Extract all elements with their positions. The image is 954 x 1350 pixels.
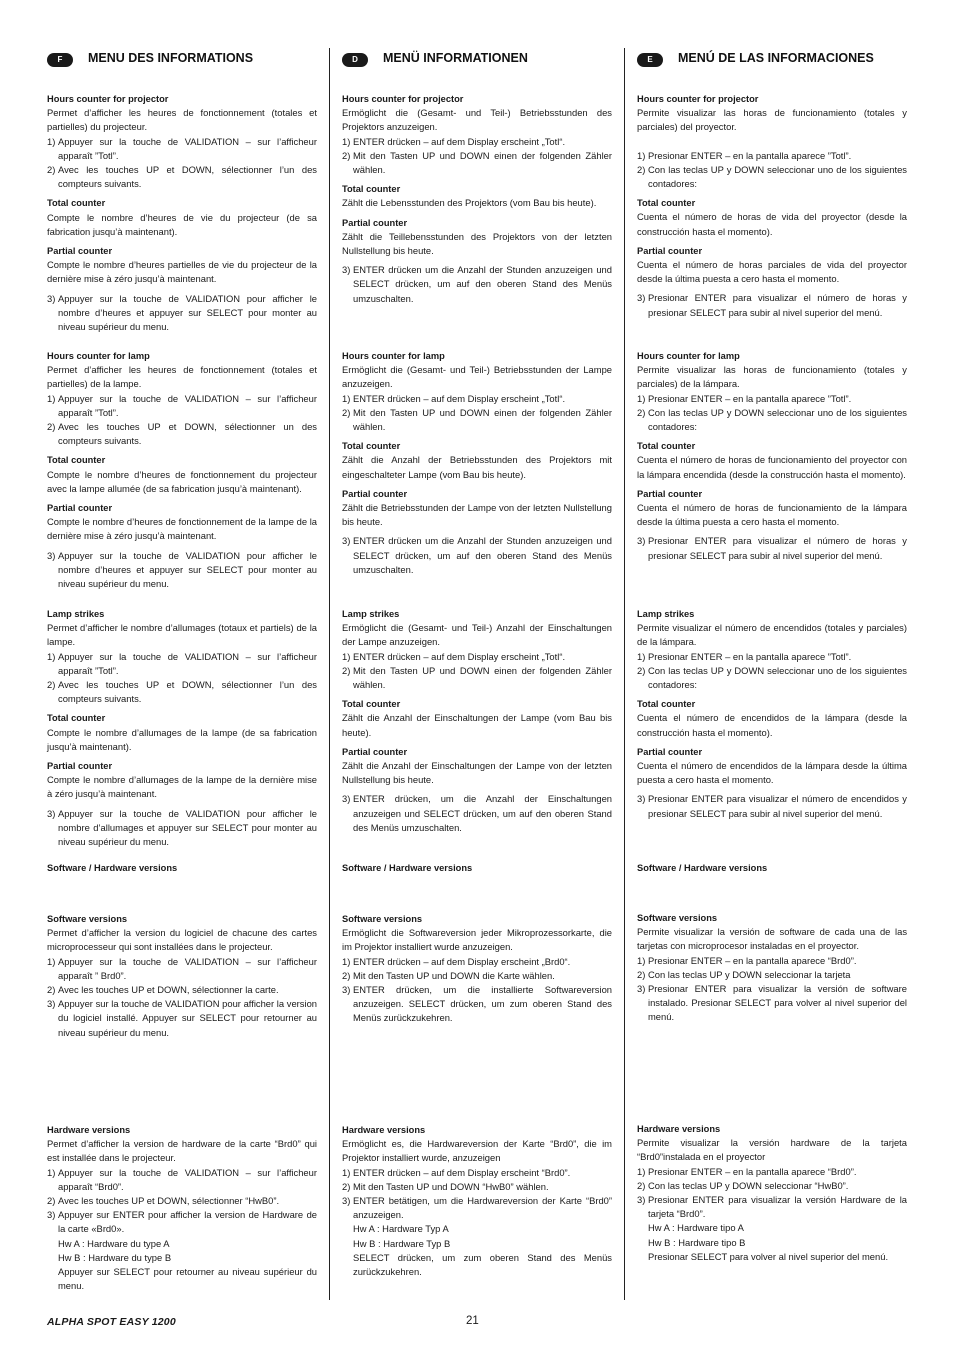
section-hours-lamp	[47, 349, 317, 591]
section-hours-lamp	[637, 349, 907, 563]
section-title: Lamp strikes	[342, 609, 400, 619]
step-text: Presionar ENTER para visualizar la versión de software instalado. Presionar SELECT para volver al nivel superior del menú.	[648, 983, 907, 1023]
partial-counter-text: Zählt die Anzahl der Einschaltungen der Lampe von der letzten Nullstellung bis heute.	[342, 760, 612, 786]
step-number: 1)	[47, 392, 56, 404]
step-text: Mit den Tasten UP und DOWN einen der folgenden Zähler wählen.	[353, 664, 612, 691]
step-text: ENTER drücken – auf dem Display erscheint „Brd0“.	[353, 955, 571, 967]
step-text: Appuyer sur la touche de VALIDATION pour afficher le nombre d’allumages et appuyer sur SELECT pour monter au niveau supérieur du menu.	[58, 807, 317, 848]
step-1	[342, 955, 612, 969]
section-intro: Ermöglicht die (Gesamt- und Teil-) Anzahl der Einschaltungen der Lampe anzuzeigen.	[342, 622, 612, 648]
section-hardware	[342, 1123, 612, 1279]
step-3	[342, 263, 612, 306]
hardware-type-a: Hw A : Hardware du type A	[58, 1237, 170, 1249]
section-title: Hours counter for projector	[637, 94, 759, 104]
step-number: 2)	[47, 1195, 56, 1207]
step-text: ENTER drücken – auf dem Display erscheint “Brd0”.	[353, 1166, 571, 1178]
section-intro: Permite visualizar la versión hardware de la tarjeta “Brd0”instalada en el proyector	[637, 1137, 907, 1163]
step-number: 2)	[637, 163, 646, 175]
step-number: 2)	[47, 679, 56, 691]
section-software	[342, 912, 612, 1026]
step-2	[342, 406, 612, 434]
column-divider-2	[624, 48, 625, 1300]
step-2	[47, 420, 317, 448]
section-intro: Ermöglicht es, die Hardwareversion der Karte “Brd0”, die im Projektor installiert wurde, anzuzeigen	[342, 1138, 612, 1164]
step-number: 3)	[342, 793, 351, 805]
partial-counter-text: Cuenta el número de horas de funcionamiento de la lámpara desde la última puesta a cero hasta el momento.	[637, 502, 907, 528]
total-counter-text: Compte le nombre d’heures de fonctionnement du projecteur avec la lampe allumée (de sa fabrication jusqu’à maintenant).	[47, 468, 317, 494]
step-1	[342, 650, 612, 664]
step-3	[342, 1194, 612, 1222]
step-number: 2)	[342, 406, 351, 418]
step-number: 3)	[637, 793, 646, 805]
section-title: Hours counter for projector	[47, 94, 169, 104]
section-intro: Permite visualizar las horas de funcionamiento (totales y parciales) de la lámpara.	[637, 364, 907, 390]
step-number: 1)	[637, 650, 646, 662]
step-number: 2)	[47, 984, 56, 996]
step-number: 2)	[342, 969, 351, 981]
section-intro: Permet d’afficher le nombre d’allumages (totaux et partiels) de la lampe.	[47, 622, 317, 648]
total-counter-title: Total counter	[342, 441, 401, 452]
hardware-type-a: Hw A : Hardware Typ A	[353, 1223, 449, 1235]
step-number: 1)	[637, 954, 646, 966]
step-text: Mit den Tasten UP und DOWN die Karte wählen.	[353, 969, 555, 981]
step-3	[637, 792, 907, 820]
step-2	[342, 969, 612, 983]
step-1	[47, 392, 317, 420]
step-1	[342, 135, 612, 149]
step-text: Presionar ENTER para visualizar el número de horas y presionar SELECT para subir al nivel superior del menú.	[648, 292, 907, 318]
section-title: Software versions	[47, 914, 128, 924]
step-number: 1)	[342, 1166, 351, 1178]
partial-counter-title: Partial counter	[47, 503, 113, 514]
partial-counter-text: Cuenta el número de encendidos de la lámpara desde la última puesta a cero hasta el momento.	[637, 760, 907, 786]
step-number: 3)	[637, 292, 646, 304]
sw-hw-title: Software / Hardware versions	[637, 863, 768, 873]
step-text: Appuyer sur la touche de VALIDATION – sur l’afficheur apparaît ”Totl”.	[58, 650, 317, 676]
partial-counter-title: Partial counter	[342, 217, 408, 228]
step-3	[47, 549, 317, 592]
step-number: 1)	[47, 135, 56, 147]
step-number: 2)	[637, 664, 646, 676]
step-number: 3)	[342, 264, 351, 276]
step-text: Con las teclas UP y DOWN seleccionar la tarjeta	[648, 968, 851, 980]
step-text: Avec les touches UP et DOWN, sélectionner un des compteurs suivants.	[58, 421, 317, 447]
step-2	[47, 983, 317, 997]
section-intro: Permet d’afficher les heures de fonctionnement (totales et partielles) de la lampe.	[47, 364, 317, 390]
step-text: Presionar ENTER – en la pantalla aparece “Brd0”.	[648, 954, 857, 966]
section-title: Software versions	[342, 914, 423, 924]
step-text: ENTER betätigen, um die Hardwareversion der Karte “Brd0” anzuzeigen.	[353, 1195, 612, 1221]
step-number: 3)	[342, 984, 351, 996]
step-number: 3)	[342, 1195, 351, 1207]
language-badge: E	[637, 53, 663, 67]
hardware-type-b: Hw B : Hardware Typ B	[353, 1237, 451, 1249]
page-number: 21	[466, 1315, 479, 1327]
partial-counter-title: Partial counter	[637, 746, 703, 757]
step-number: 1)	[342, 955, 351, 967]
step-text: Presionar ENTER – en la pantalla aparece ”Totl”.	[648, 650, 852, 662]
section-intro: Permet d’afficher les heures de fonctionnement (totales et partielles) du projecteur.	[47, 107, 317, 133]
step-text: Presionar ENTER para visualizar el número de horas y presionar SELECT para subir al nivel superior del menú.	[648, 535, 907, 561]
step-2	[637, 406, 907, 434]
total-counter-title: Total counter	[47, 198, 106, 209]
partial-counter-title: Partial counter	[342, 488, 408, 499]
column-header	[342, 50, 612, 70]
total-counter-title: Total counter	[637, 699, 696, 710]
column-german	[342, 50, 612, 1278]
step-text: Appuyer sur la touche de VALIDATION – sur l’afficheur apparaît ”Totl”.	[58, 135, 317, 161]
step-number: 2)	[637, 406, 646, 418]
section-hours-projector	[342, 92, 612, 306]
step-number: 1)	[47, 650, 56, 662]
step-number: 3)	[47, 549, 56, 561]
step-1	[637, 1165, 907, 1179]
partial-counter-title: Partial counter	[47, 246, 113, 257]
step-text: ENTER drücken – auf dem Display erscheint „Totl“.	[353, 392, 566, 404]
hardware-type-b: Hw B : Hardware tipo B	[648, 1236, 746, 1248]
step-number: 1)	[342, 392, 351, 404]
step-text: Presionar ENTER – en la pantalla aparece “Brd0”.	[648, 1165, 857, 1177]
section-lamp-strikes	[47, 607, 317, 849]
step-number: 3)	[342, 535, 351, 547]
step-number: 3)	[47, 998, 56, 1010]
step-number: 1)	[342, 135, 351, 147]
step-3	[637, 291, 907, 319]
step-3	[637, 1193, 907, 1221]
step-text: Mit den Tasten UP und DOWN einen der folgenden Zähler wählen.	[353, 149, 612, 176]
column-divider-1	[329, 48, 330, 1300]
step-text: Presionar ENTER para visualizar el número de encendidos y presionar SELECT para subir al nivel superior del menú.	[648, 793, 907, 819]
section-hardware	[637, 1122, 907, 1264]
section-intro: Permet d’afficher la version du logiciel de chacune des cartes microprocesseur qui sont installées dans le projecteur.	[47, 927, 317, 953]
step-3	[47, 292, 317, 335]
step-2	[637, 968, 907, 982]
step-text: Presionar ENTER para visualizar la versión Hardware de la tarjeta “Brd0”.	[648, 1194, 907, 1220]
step-text: ENTER drücken um die Anzahl der Stunden anzuzeigen und SELECT drücken, um auf den oberen Stand des Menüs umzuschalten.	[353, 264, 612, 304]
partial-counter-text: Zählt die Betriebsstunden der Lampe von der letzten Nullstellung bis heute.	[342, 502, 612, 528]
section-title: Hardware versions	[342, 1125, 426, 1135]
section-sw-hw	[47, 861, 317, 875]
section-software	[637, 911, 907, 1025]
section-sw-hw	[637, 861, 907, 875]
step-number: 3)	[637, 535, 646, 547]
total-counter-title: Total counter	[637, 441, 696, 452]
section-outro: Presionar SELECT para volver al nivel superior del menú.	[648, 1250, 889, 1262]
section-sw-hw	[342, 861, 612, 875]
step-text: Presionar ENTER – en la pantalla aparece ”Totl”.	[648, 149, 852, 161]
step-number: 1)	[47, 1166, 56, 1178]
step-text: ENTER drücken, um die Anzahl der Einschaltungen anzuzeigen und SELECT drücken, um auf den oberen Stand des Menüs umzuschalten.	[353, 793, 612, 833]
partial-counter-title: Partial counter	[637, 488, 703, 499]
partial-counter-text: Cuenta el número de horas parciales de vida del proyector desde la última puesta a cero hasta el momento.	[637, 259, 907, 285]
section-hours-lamp	[342, 349, 612, 577]
section-hours-projector	[47, 92, 317, 334]
column-title: MENÚ DE LAS INFORMACIONES	[678, 51, 874, 65]
step-number: 2)	[342, 1180, 351, 1192]
step-1	[47, 135, 317, 163]
column-header	[47, 50, 317, 70]
step-text: Con las teclas UP y DOWN seleccionar uno de los siguientes contadores:	[648, 406, 907, 433]
section-lamp-strikes	[342, 607, 612, 835]
total-counter-title: Total counter	[47, 713, 106, 724]
step-number: 2)	[342, 149, 351, 161]
step-number: 2)	[637, 968, 646, 980]
total-counter-text: Compte le nombre d’heures de vie du projecteur (de sa fabrication jusqu’à maintenant).	[47, 211, 317, 237]
section-title: Hours counter for lamp	[637, 351, 740, 361]
step-text: Appuyer sur la touche de VALIDATION pour afficher la version du logiciel installé. Appuyer sur SELECT pour retourner au niveau supérieur du menu.	[58, 998, 317, 1038]
section-hours-projector	[637, 92, 907, 320]
step-number: 3)	[47, 292, 56, 304]
section-software	[47, 912, 317, 1040]
section-title: Hours counter for lamp	[342, 351, 445, 361]
hardware-type-b: Hw B : Hardware du type B	[58, 1251, 172, 1263]
step-3	[637, 534, 907, 562]
step-text: ENTER drücken – auf dem Display erscheint „Totl“.	[353, 135, 566, 147]
step-text: Appuyer sur la touche de VALIDATION – sur l’afficheur apparaît ”Totl”.	[58, 392, 317, 418]
step-1	[342, 392, 612, 406]
partial-counter-text: Compte le nombre d’heures de fonctionnement de la lampe de la dernière mise à zéro jusqu’à maintenant.	[47, 516, 317, 542]
partial-counter-text: Compte le nombre d’heures partielles de vie du projecteur de la dernière mise à zéro jusqu’à maintenant.	[47, 259, 317, 285]
step-text: ENTER drücken – auf dem Display erscheint „Totl“.	[353, 650, 566, 662]
step-text: Appuyer sur la touche de VALIDATION – sur l’afficheur apparaît “Brd0”.	[58, 1166, 317, 1192]
step-number: 3)	[637, 1194, 646, 1206]
step-2	[637, 664, 907, 692]
language-badge: F	[47, 53, 73, 67]
section-title: Lamp strikes	[637, 609, 695, 619]
step-3	[342, 534, 612, 577]
section-intro: Permite visualizar las horas de funcionamiento (totales y parciales) del proyector.	[637, 107, 907, 133]
section-lamp-strikes	[637, 607, 907, 821]
language-badge: D	[342, 53, 368, 67]
section-intro: Ermöglicht die Softwareversion jeder Mikroprozessorkarte, die im Projektor installiert wurde anzuzeigen.	[342, 927, 612, 953]
total-counter-title: Total counter	[47, 455, 106, 466]
step-1	[637, 650, 907, 664]
step-number: 3)	[47, 807, 56, 819]
step-text: Mit den Tasten UP und DOWN “HwB0” wählen.	[353, 1180, 549, 1192]
step-2	[637, 1179, 907, 1193]
sw-hw-title: Software / Hardware versions	[47, 863, 178, 873]
step-3	[637, 982, 907, 1025]
total-counter-text: Zählt die Anzahl der Einschaltungen der Lampe (vom Bau bis heute).	[342, 712, 612, 738]
partial-counter-title: Partial counter	[637, 245, 703, 256]
step-2	[637, 163, 907, 191]
step-number: 1)	[637, 392, 646, 404]
section-title: Hardware versions	[47, 1125, 131, 1135]
step-text: Avec les touches UP et DOWN, sélectionner l’un des compteurs suivants.	[58, 679, 317, 705]
section-intro: Ermöglicht die (Gesamt- und Teil-) Betriebsstunden des Projektors anzuzeigen.	[342, 107, 612, 133]
footer-model-name: ALPHA SPOT EASY 1200	[47, 1316, 176, 1328]
section-hardware	[47, 1123, 317, 1293]
step-text: Appuyer sur ENTER pour afficher la version de Hardware de la carte «Brd0».	[58, 1209, 317, 1235]
section-outro: SELECT drücken, um zum oberen Stand des Menüs zurückzukehren.	[353, 1251, 612, 1278]
partial-counter-title: Partial counter	[342, 746, 408, 757]
step-1	[47, 955, 317, 983]
step-1	[637, 392, 907, 406]
step-2	[47, 678, 317, 706]
total-counter-text: Cuenta el número de encendidos de la lámpara (desde la construcción hasta el momento).	[637, 712, 907, 738]
step-text: Con las teclas UP y DOWN seleccionar “HwB0”.	[648, 1179, 849, 1191]
column-title: MENU DES INFORMATIONS	[88, 51, 254, 65]
section-outro: Appuyer sur SELECT pour retourner au niveau supérieur du menu.	[58, 1266, 317, 1292]
step-2	[342, 1180, 612, 1194]
section-intro: Ermöglicht die (Gesamt- und Teil-) Betriebsstunden der Lampe anzuzeigen.	[342, 364, 612, 390]
section-title: Hardware versions	[637, 1124, 721, 1134]
step-text: Avec les touches UP et DOWN, sélectionner “HwB0”.	[58, 1195, 280, 1207]
step-text: Mit den Tasten UP und DOWN einen der folgenden Zähler wählen.	[353, 406, 612, 433]
section-title: Hours counter for lamp	[47, 351, 150, 361]
step-2	[47, 163, 317, 191]
total-counter-title: Total counter	[342, 699, 401, 710]
step-text: ENTER drücken, um die installierte Softwareversion anzuzeigen. SELECT drücken, um zum oberen Stand des Menüs zurückzukehren.	[353, 984, 612, 1024]
column-header	[637, 50, 907, 70]
total-counter-text: Zählt die Lebensstunden des Projektors (vom Bau bis heute).	[342, 197, 597, 209]
section-title: Hours counter for projector	[342, 94, 464, 104]
step-number: 2)	[47, 421, 56, 433]
partial-counter-text: Compte le nombre d’allumages de la lampe de la dernière mise à zéro jusqu’à maintenant.	[47, 774, 317, 800]
step-number: 1)	[342, 650, 351, 662]
step-1	[342, 1166, 612, 1180]
step-text: Con las teclas UP y DOWN seleccionar uno de los siguientes contadores:	[648, 163, 907, 190]
step-3	[342, 792, 612, 835]
step-text: Appuyer sur la touche de VALIDATION pour afficher le nombre d’heures et appuyer sur SELECT pour monter au niveau supérieur du menu.	[58, 549, 317, 590]
step-text: Appuyer sur la touche de VALIDATION – sur l’afficheur apparaît ” Brd0”.	[58, 955, 317, 981]
step-3	[47, 807, 317, 850]
section-intro: Permite visualizar la versión de software de cada una de las tarjetas con microprocesor instaladas en el proyector.	[637, 926, 907, 952]
step-number: 1)	[47, 955, 56, 967]
section-intro: Permite visualizar el número de encendidos (totales y parciales) de la lámpara.	[637, 622, 907, 648]
total-counter-text: Zählt die Anzahl der Betriebsstunden des Projektors mit eingeschalteter Lampe (vom Bau bis heute).	[342, 454, 612, 480]
partial-counter-title: Partial counter	[47, 761, 113, 772]
step-3	[47, 997, 317, 1040]
step-text: Avec les touches UP et DOWN, sélectionner l’un des compteurs suivants.	[58, 164, 317, 190]
total-counter-title: Total counter	[637, 198, 696, 209]
step-number: 2)	[47, 164, 56, 176]
section-title: Lamp strikes	[47, 609, 105, 619]
partial-counter-text: Zählt die Teillebensstunden des Projektors von der letzten Nullstellung bis heute.	[342, 230, 612, 257]
step-2	[342, 664, 612, 692]
step-1	[637, 149, 907, 163]
sw-hw-title: Software / Hardware versions	[342, 863, 473, 873]
total-counter-text: Cuenta el número de horas de vida del proyector (desde la construcción hasta el momento).	[637, 211, 907, 237]
step-2	[342, 149, 612, 177]
total-counter-text: Cuenta el número de horas de funcionamiento del proyector con la lámpara encendida (desde la construcción hasta el momento).	[637, 454, 907, 480]
column-spanish	[637, 50, 907, 1262]
section-title: Software versions	[637, 913, 718, 923]
step-text: Avec les touches UP et DOWN, sélectionner la carte.	[58, 984, 279, 996]
column-title: MENÜ INFORMATIONEN	[383, 51, 528, 65]
step-number: 3)	[637, 983, 646, 995]
step-text: Presionar ENTER – en la pantalla aparece ”Totl”.	[648, 392, 852, 404]
step-1	[637, 954, 907, 968]
column-french	[47, 50, 317, 1292]
step-number: 2)	[342, 664, 351, 676]
total-counter-title: Total counter	[342, 184, 401, 195]
step-number: 3)	[47, 1209, 56, 1221]
step-1	[47, 650, 317, 678]
total-counter-text: Compte le nombre d’allumages de la lampe (de sa fabrication jusqu’à maintenant).	[47, 726, 317, 752]
step-number: 1)	[637, 1165, 646, 1177]
step-3	[342, 983, 612, 1026]
step-1	[47, 1166, 317, 1194]
step-text: ENTER drücken um die Anzahl der Stunden anzuzeigen und SELECT drücken, um auf den oberen Stand des Menüs umzuschalten.	[353, 535, 612, 575]
step-2	[47, 1194, 317, 1208]
step-number: 2)	[637, 1179, 646, 1191]
step-text: Con las teclas UP y DOWN seleccionar uno de los siguientes contadores:	[648, 664, 907, 691]
hardware-type-a: Hw A : Hardware tipo A	[648, 1222, 744, 1234]
step-text: Appuyer sur la touche de VALIDATION pour afficher le nombre d’heures et appuyer sur SELECT pour monter au niveau supérieur du menu.	[58, 292, 317, 333]
step-number: 1)	[637, 149, 646, 161]
step-3	[47, 1208, 317, 1236]
section-intro: Permet d’afficher la version de hardware de la carte “Brd0” qui est installée dans le projecteur.	[47, 1138, 317, 1164]
